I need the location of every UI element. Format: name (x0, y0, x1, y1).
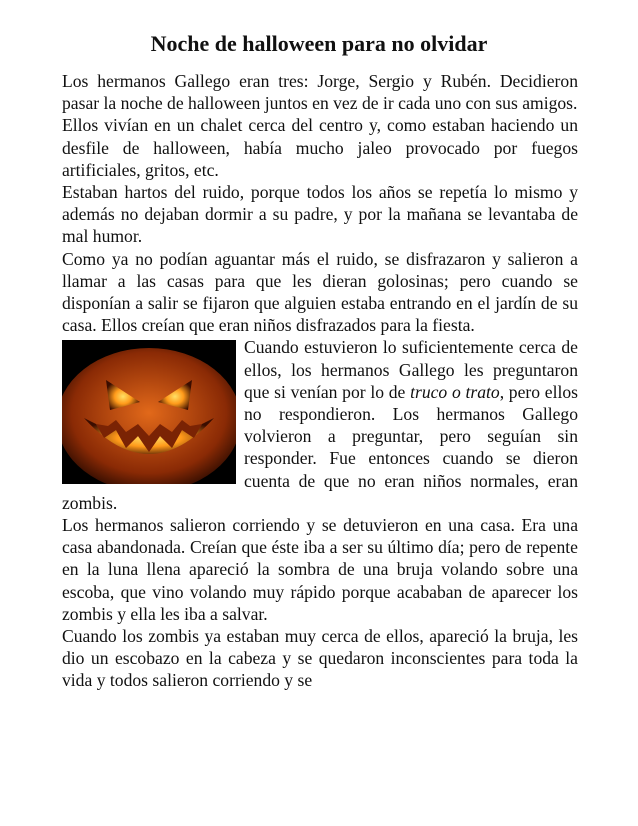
paragraph-2: Ellos vivían en un chalet cerca del centro y, como estaban haciendo un desfile de halloween, había mucho jaleo provocado por fuegos artificiales, gritos, etc. (62, 115, 578, 180)
paragraph-3: Estaban hartos del ruido, porque todos los años se repetía lo mismo y además no dejaban dormir a su padre, y por la mañana se levantaba de mal humor. (62, 182, 578, 247)
paragraph-5-text-a: Cuando estuvieron lo suficientemente cerca de ellos, los hermanos Gallego les preguntaron que si venían por lo de (244, 337, 578, 402)
paragraph-4: Como ya no podían aguantar más el ruido, se disfrazaron y salieron a llamar a las casas para que les dieran golosinas; pero cuando se disponían a salir se fijaron que alguien estaba entrando en el jardín de su casa. Ellos creían que eran niños disfrazados para la fiesta. (62, 248, 578, 336)
truco-o-trato-text: truco o trato (410, 381, 500, 402)
paragraph-7: Cuando los zombis ya estaban muy cerca de ellos, apareció la bruja, les dio un escobazo en la cabeza y se quedaron inconscientes para toda la vida y todos salieron corriendo y se (62, 626, 578, 691)
paragraph-5 (62, 336, 578, 514)
story-body (62, 70, 578, 692)
paragraph-6: Los hermanos salieron corriendo y se detuvieron en una casa. Era una casa abandonada. Creían que éste iba a ser su último día; pero de repente en la luna llena apareció la sombra de una bruja volando sobre una escoba, que vino volando muy rápido porque acababan de aparecer los zombis y ella les iba a salvar. (62, 515, 578, 624)
paragraph-5-text-b: , pero ellos no respondieron. Los hermanos Gallego volvieron a preguntar, pero seguían sin responder. Fue entonces cuando se dieron cuenta de que no eran niños normales, eran zombis. (62, 381, 579, 513)
paragraph-1: Los hermanos Gallego eran tres: Jorge, Sergio y Rubén. Decidieron pasar la noche de halloween juntos en vez de ir cada uno con sus amigos. (62, 71, 578, 114)
page-title: Noche de halloween para no olvidar (150, 31, 488, 56)
jack-o-lantern-icon (62, 340, 236, 484)
